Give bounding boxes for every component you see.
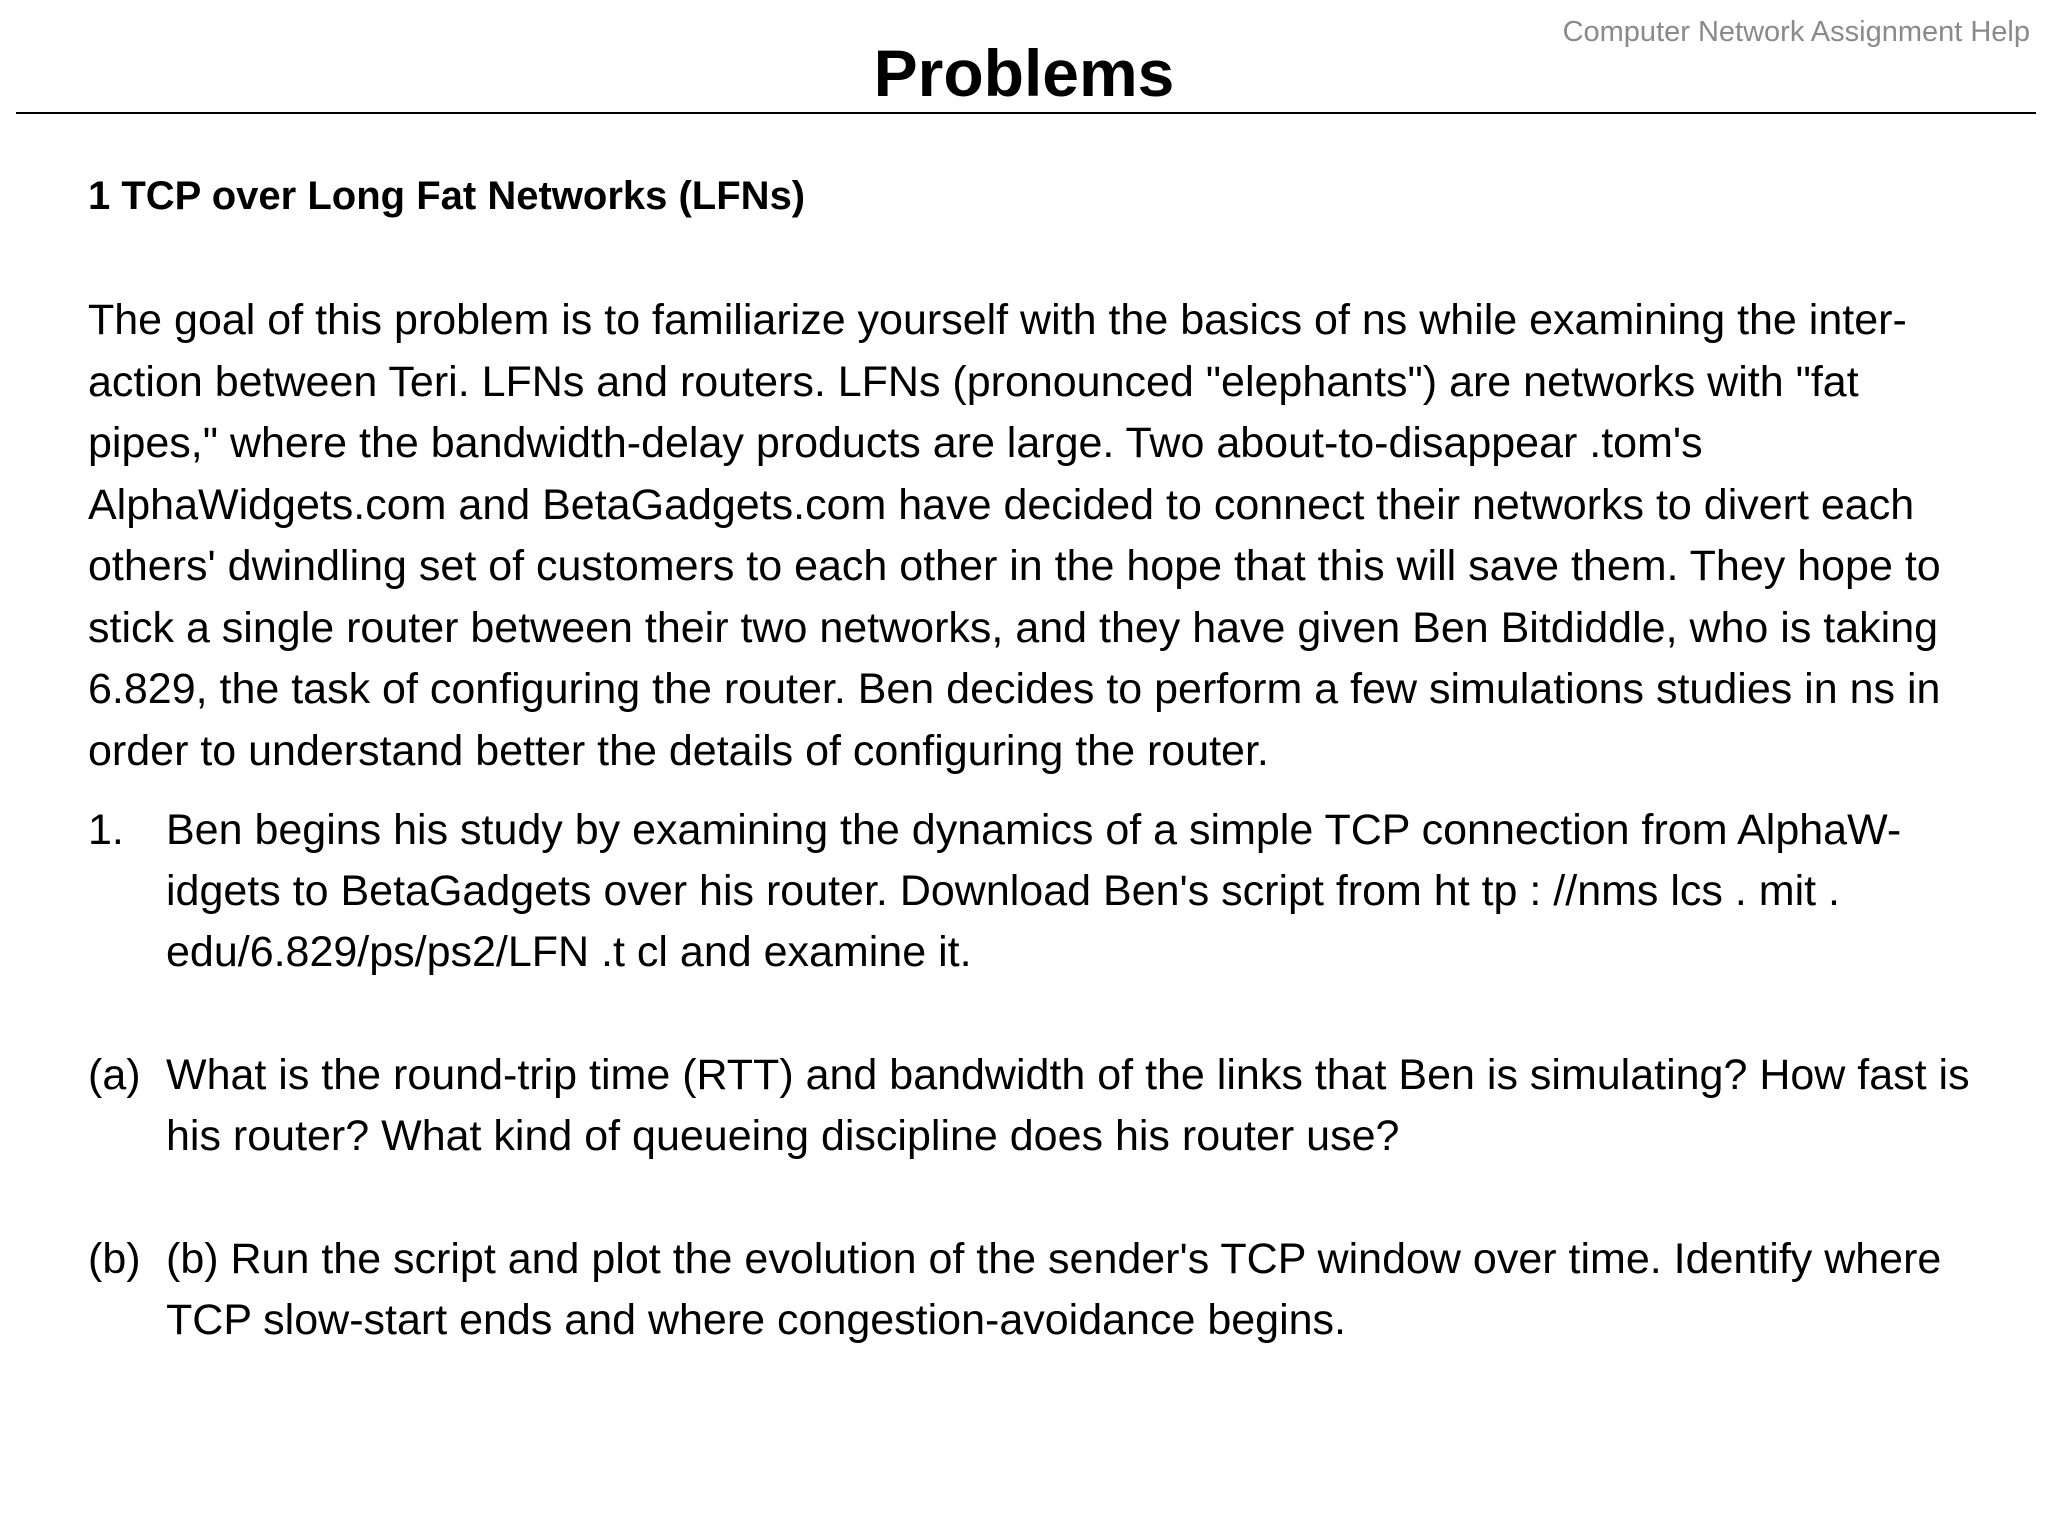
- page-title: Problems: [873, 36, 1175, 110]
- section-heading: 1 TCP over Long Fat Networks (LFNs): [88, 174, 806, 218]
- document-body: [88, 170, 1988, 1351]
- list-item-text: What is the round-trip time (RTT) and bandwidth of the links that Ben is simulating? How fast is his router? What kind of queueing discipline does his router use?: [166, 1051, 1970, 1160]
- list-item-text: (b) Run the script and plot the evolution of the sender's TCP window over time. Identify where TCP slow-start ends and where congestion-avoidance begins.: [166, 1235, 1942, 1344]
- list-item-1: [88, 800, 1988, 983]
- list-item-label: 1.: [88, 806, 124, 854]
- list-item-text: Ben begins his study by examining the dynamics of a simple TCP connection from AlphaW-idgets to BetaGadgets over his router. Download Ben's script from ht tp : //nms lcs . mit . edu/6.829/ps/ps2/LFN .t cl and examine it.: [166, 806, 1902, 976]
- title-divider: [16, 112, 2036, 114]
- intro-paragraph: The goal of this problem is to familiarize yourself with the basics of ns while examining the inter-action between Teri. LFNs and routers. LFNs (pronounced "elephants") are networks with "fat pipes," where the bandwidth-delay products are large. Two about-to-disappear .tom's AlphaWidgets.com and BetaGadgets.com have decided to connect their networks to divert each others' dwindling set of customers to each other in the hope that this will save them. They hope to stick a single router between their two networks, and they have given Ben Bitdiddle, who is taking 6.829, the task of configuring the router. Ben decides to perform a few simulations studies in ns in order to understand better the details of configuring the router.: [88, 296, 1941, 775]
- watermark-text: Computer Network Assignment Help: [1562, 16, 2030, 48]
- list-item-label: (b): [88, 1235, 141, 1283]
- list-item-a: [88, 1045, 1988, 1167]
- list-item-b: [88, 1229, 1988, 1351]
- list-item-label: (a): [88, 1051, 141, 1099]
